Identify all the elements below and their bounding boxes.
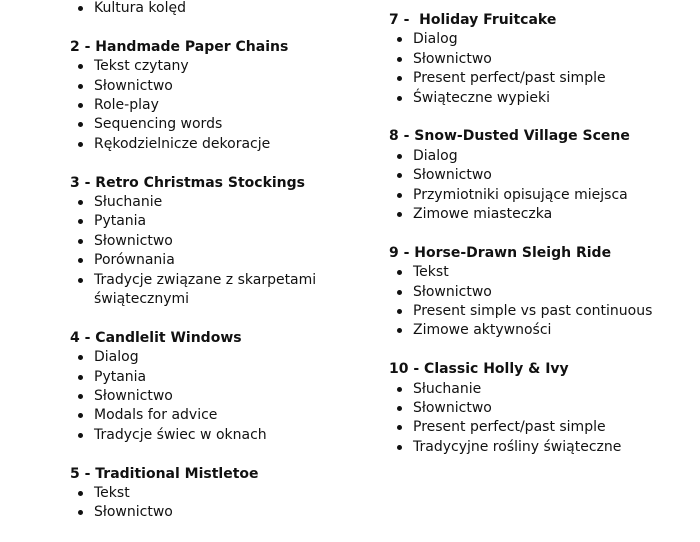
list-item: Słuchanie <box>389 380 689 399</box>
right-column <box>389 11 689 477</box>
list-item: Kultura kolęd <box>70 0 370 18</box>
topic-list <box>389 263 689 341</box>
list-item: Tekst <box>70 484 370 503</box>
section-title: 8 - Snow-Dusted Village Scene <box>389 128 630 145</box>
section-title: 2 - Handmade Paper Chains <box>70 38 289 55</box>
list-item: Dialog <box>70 348 370 367</box>
list-item: Słownictwo <box>389 50 689 69</box>
list-item: Dialog <box>389 147 689 166</box>
lesson-section <box>70 465 370 523</box>
lesson-section <box>389 127 689 224</box>
topic-list <box>389 147 689 225</box>
lesson-section <box>70 174 370 310</box>
list-item: Zimowe aktywności <box>389 321 689 340</box>
topic-list <box>70 57 370 154</box>
list-item: Słownictwo <box>389 166 689 185</box>
topic-list <box>389 30 689 108</box>
list-item: Słownictwo <box>70 77 370 96</box>
section-title: 7 - Holiday Fruitcake <box>389 12 557 28</box>
section-title: 3 - Retro Christmas Stockings <box>70 174 305 191</box>
list-item: Zimowe miasteczka <box>389 205 689 224</box>
list-item: Tekst <box>389 263 689 282</box>
list-item: Modals for advice <box>70 406 370 425</box>
section-title: 5 - Traditional Mistletoe <box>70 465 259 482</box>
lesson-section <box>389 360 689 457</box>
lesson-section <box>70 38 370 154</box>
list-item: Tekst czytany <box>70 57 370 76</box>
topic-list <box>70 193 370 309</box>
list-item: Tradycje świec w oknach <box>70 426 370 445</box>
topic-list <box>70 484 370 523</box>
list-item: Pytania <box>70 212 370 231</box>
list-item: Dialog <box>389 30 689 49</box>
list-item: Present perfect/past simple <box>389 69 689 88</box>
lesson-section <box>70 0 370 18</box>
list-item: Pytania <box>70 368 370 387</box>
list-item: Tradycje związane z skarpetami świątecznymi <box>70 271 370 310</box>
section-title: 10 - Classic Holly & Ivy <box>389 361 569 378</box>
lesson-section <box>389 244 689 341</box>
topic-list <box>70 0 370 18</box>
list-item: Słownictwo <box>70 387 370 406</box>
list-item: Rękodzielnicze dekoracje <box>70 135 370 154</box>
lesson-section <box>389 11 689 108</box>
list-item: Sequencing words <box>70 115 370 134</box>
section-title: 4 - Candlelit Windows <box>70 329 242 346</box>
lesson-section <box>70 329 370 445</box>
list-item: Słownictwo <box>70 232 370 251</box>
list-item: Porównania <box>70 251 370 270</box>
list-item: Świąteczne wypieki <box>389 89 689 108</box>
list-item: Słuchanie <box>70 193 370 212</box>
section-title: 9 - Horse-Drawn Sleigh Ride <box>389 244 612 261</box>
list-item: Present perfect/past simple <box>389 418 689 437</box>
topic-list <box>70 348 370 445</box>
list-item: Słownictwo <box>389 283 689 302</box>
list-item: Present simple vs past continuous <box>389 302 689 321</box>
list-item: Tradycyjne rośliny świąteczne <box>389 438 689 457</box>
topic-list <box>389 380 689 458</box>
list-item: Słownictwo <box>70 503 370 522</box>
left-column <box>70 0 370 542</box>
list-item: Przymiotniki opisujące miejsca <box>389 186 689 205</box>
list-item: Słownictwo <box>389 399 689 418</box>
list-item: Role-play <box>70 96 370 115</box>
